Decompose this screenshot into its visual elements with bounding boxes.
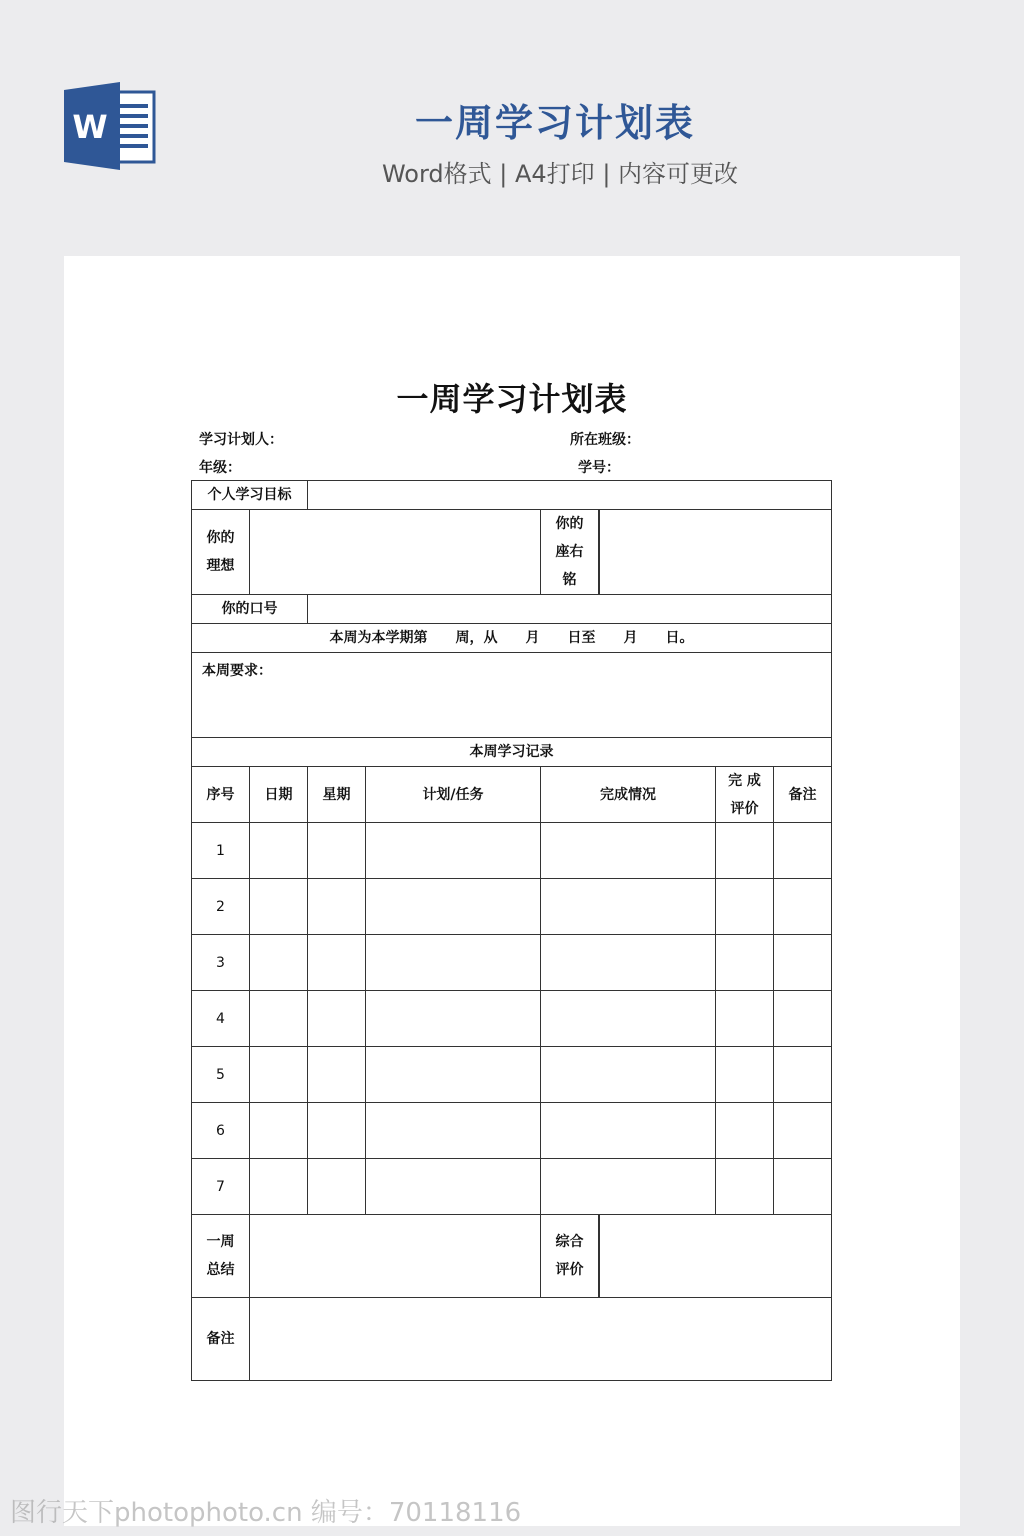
table-cell[interactable] [774,879,831,935]
table-cell[interactable] [541,1103,716,1159]
requirement-label: 本周要求： [192,653,831,738]
row-number: 4 [192,991,250,1047]
table-cell[interactable] [308,1047,366,1103]
row-number: 6 [192,1103,250,1159]
column-header: 序号 [192,767,250,823]
word-logo-letter: W [72,108,108,146]
table-cell[interactable] [774,935,831,991]
table-cell[interactable] [541,1047,716,1103]
table-cell[interactable] [250,1047,308,1103]
remarks-label: 备注 [192,1298,250,1380]
row-number: 3 [192,935,250,991]
table-cell[interactable] [366,823,541,879]
slogan-label: 你的口号 [192,595,308,624]
table-cell[interactable] [250,1103,308,1159]
summary-label: 一周 总结 [192,1215,250,1298]
table-cell[interactable] [366,991,541,1047]
table-cell[interactable] [308,1103,366,1159]
planner-label: 学习计划人： [199,432,283,448]
word-document-icon [64,82,156,170]
table-cell[interactable] [366,935,541,991]
overall-field[interactable] [599,1215,831,1298]
table-cell[interactable] [250,879,308,935]
ideal-field[interactable] [250,510,541,595]
table-cell[interactable] [308,879,366,935]
table-cell[interactable] [250,935,308,991]
row-number: 2 [192,879,250,935]
table-cell[interactable] [541,879,716,935]
banner-subtitle: Word格式 | A4打印 | 内容可更改 [381,160,739,188]
table-cell[interactable] [541,991,716,1047]
row-number: 7 [192,1159,250,1215]
column-header: 日期 [250,767,308,823]
table-cell[interactable] [716,879,774,935]
table-cell[interactable] [716,1159,774,1215]
table-cell[interactable] [250,991,308,1047]
ideal-label: 你的 理想 [192,510,250,595]
column-header: 备注 [774,767,831,823]
table-cell[interactable] [716,1047,774,1103]
table-cell[interactable] [716,991,774,1047]
table-cell[interactable] [250,1159,308,1215]
table-cell[interactable] [366,879,541,935]
table-cell[interactable] [308,1159,366,1215]
table-cell[interactable] [541,823,716,879]
motto-field[interactable] [599,510,831,595]
column-header: 星期 [308,767,366,823]
remarks-field[interactable] [250,1298,831,1380]
record-title: 本周学习记录 [192,738,831,767]
column-header: 完成情况 [541,767,716,823]
table-cell[interactable] [716,823,774,879]
summary-field[interactable] [250,1215,541,1298]
banner-title: 一周学习计划表 [414,101,695,145]
table-cell[interactable] [774,1159,831,1215]
slogan-field[interactable] [308,595,831,624]
table-cell[interactable] [250,823,308,879]
row-number: 1 [192,823,250,879]
week-line: 本周为本学期第 周，从 月 日至 月 日。 [192,624,831,653]
table-cell[interactable] [366,1159,541,1215]
table-cell[interactable] [716,1103,774,1159]
table-cell[interactable] [366,1103,541,1159]
document-title: 一周学习计划表 [396,380,628,418]
table-cell[interactable] [716,935,774,991]
table-cell[interactable] [308,935,366,991]
goal-field[interactable] [308,481,831,510]
table-cell[interactable] [541,935,716,991]
table-cell[interactable] [308,823,366,879]
study-plan-table [191,480,832,1381]
table-cell[interactable] [366,1047,541,1103]
column-header: 计划/任务 [366,767,541,823]
table-cell[interactable] [541,1159,716,1215]
table-cell[interactable] [774,823,831,879]
overall-label: 综合 评价 [541,1215,599,1298]
watermark: 图行天下photophoto.cn 编号：70118116 [10,1498,522,1528]
motto-label: 你的 座右 铭 [541,510,599,595]
student-id-label: 学号： [578,460,620,476]
table-cell[interactable] [774,991,831,1047]
goal-label: 个人学习目标 [192,481,308,510]
grade-label: 年级： [199,460,241,476]
column-header: 完 成 评价 [716,767,774,823]
table-cell[interactable] [308,991,366,1047]
table-cell[interactable] [774,1103,831,1159]
table-cell[interactable] [774,1047,831,1103]
row-number: 5 [192,1047,250,1103]
class-label: 所在班级： [570,432,640,448]
